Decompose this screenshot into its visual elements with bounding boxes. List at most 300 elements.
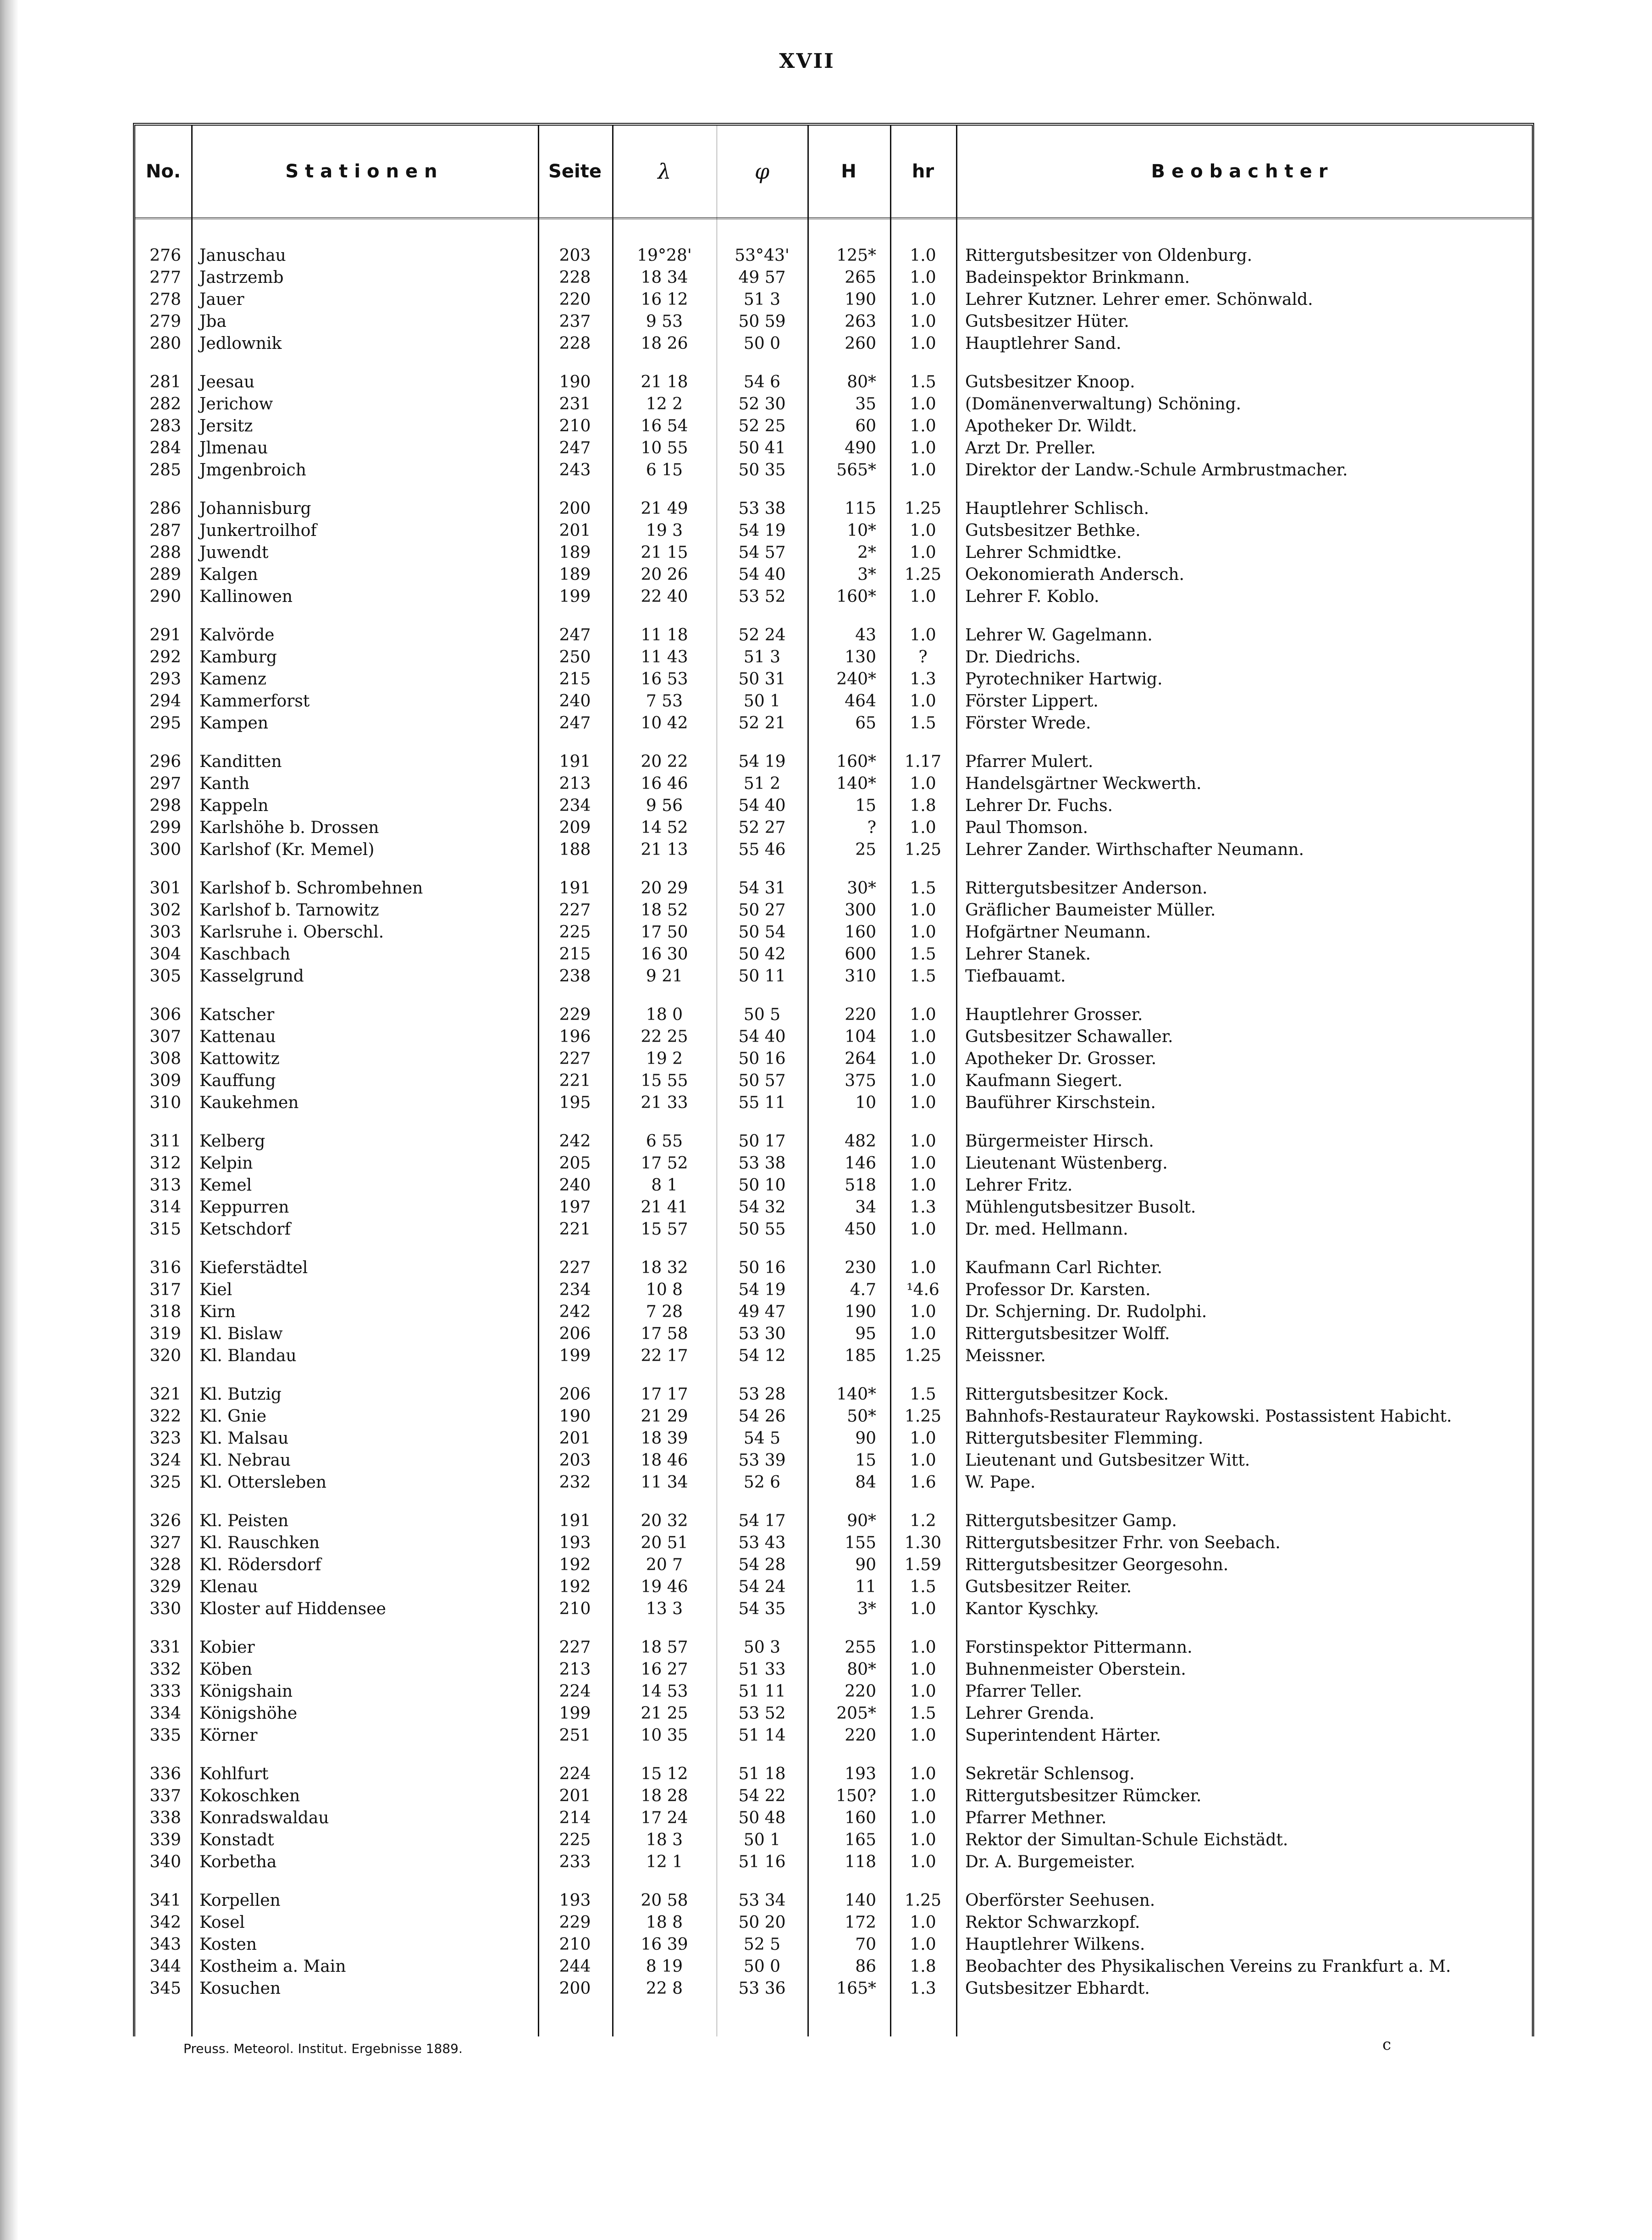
cell-name-text: Karlshof b. Tarnowitz (199, 901, 379, 920)
cell-obs (965, 1323, 1529, 1345)
cell-hr (890, 668, 956, 690)
cell-name (199, 1092, 530, 1114)
cell-lam (612, 1004, 717, 1026)
cell-phi-text: 53 36 (738, 1979, 786, 1998)
cell-obs (965, 1681, 1529, 1703)
cell-no (135, 773, 181, 795)
cell-no (135, 586, 181, 608)
cell-hr (890, 1659, 956, 1681)
cell-name-text: Kamburg (199, 648, 277, 667)
cell-obs (965, 542, 1529, 564)
cell-hr-text: 1.3 (910, 1979, 936, 1998)
cell-lam (612, 1197, 717, 1219)
cell-phi-text: 54 19 (738, 521, 786, 540)
cell-h (807, 586, 890, 608)
cell-h-text: 35 (855, 395, 876, 414)
cell-h-text: 2* (857, 543, 876, 562)
cell-lam (612, 371, 717, 393)
cell-no (135, 415, 181, 437)
cell-obs-text: Dr. med. Hellmann. (965, 1220, 1128, 1239)
table-row (135, 795, 1532, 817)
cell-obs (965, 1257, 1529, 1279)
cell-phi (717, 1197, 807, 1219)
cell-hr-text: 1.5 (910, 1578, 936, 1596)
cell-obs-text: Rittergutsbesitzer Gamp. (965, 1512, 1177, 1530)
cell-name-text: Kosten (199, 1935, 257, 1954)
cell-h (807, 1956, 890, 1978)
cell-seite-text: 229 (559, 1005, 591, 1024)
cell-lam (612, 1301, 717, 1323)
cell-hr (890, 586, 956, 608)
cell-no-text: 332 (149, 1660, 181, 1679)
cell-phi-text: 52 5 (743, 1935, 781, 1954)
header-hr: hr (912, 161, 934, 182)
cell-hr (890, 1703, 956, 1725)
cell-phi-text: 52 6 (743, 1473, 781, 1492)
table-row (135, 1763, 1532, 1785)
cell-no-text: 299 (149, 818, 181, 837)
cell-no-text: 287 (149, 521, 181, 540)
cell-name (199, 1197, 530, 1219)
cell-seite (538, 311, 612, 333)
cell-lam-text: 13 3 (646, 1600, 683, 1618)
cell-hr-text: 1.25 (904, 565, 942, 584)
cell-name-text: Johannisburg (199, 499, 311, 518)
cell-name (199, 646, 530, 668)
cell-phi (717, 1532, 807, 1554)
cell-no (135, 1554, 181, 1576)
cell-lam-text: 18 34 (641, 268, 688, 287)
cell-seite-text: 205 (559, 1154, 591, 1173)
cell-phi-text: 53 30 (738, 1324, 786, 1343)
cell-name-text: Kl. Rauschken (199, 1534, 320, 1552)
table-row (135, 1532, 1532, 1554)
cell-phi-text: 54 19 (738, 752, 786, 771)
cell-no-text: 310 (149, 1093, 181, 1112)
cell-h (807, 564, 890, 586)
cell-no-text: 285 (149, 461, 181, 480)
cell-lam (612, 1510, 717, 1532)
cell-lam (612, 520, 717, 542)
cell-lam (612, 795, 717, 817)
table-row (135, 1301, 1532, 1323)
cell-no (135, 1323, 181, 1345)
cell-hr-text: 1.0 (910, 1913, 936, 1932)
cell-phi (717, 1092, 807, 1114)
cell-lam (612, 415, 717, 437)
cell-h-text: 34 (855, 1198, 876, 1217)
cell-seite (538, 690, 612, 712)
cell-h (807, 1637, 890, 1659)
cell-phi-text: 54 19 (738, 1280, 786, 1299)
table-row (135, 817, 1532, 839)
cell-lam (612, 773, 717, 795)
cell-seite-text: 232 (559, 1473, 591, 1492)
cell-hr (890, 646, 956, 668)
cell-phi-text: 54 6 (743, 373, 781, 392)
cell-name (199, 1785, 530, 1807)
cell-obs (965, 1070, 1529, 1092)
cell-lam (612, 751, 717, 773)
cell-obs-text: Gutsbesitzer Schawaller. (965, 1027, 1173, 1046)
cell-lam-text: 18 0 (646, 1005, 683, 1024)
cell-seite (538, 393, 612, 415)
cell-seite (538, 1450, 612, 1472)
cell-hr-text: 1.0 (910, 417, 936, 436)
cell-seite-text: 229 (559, 1913, 591, 1932)
cell-obs (965, 1406, 1529, 1428)
cell-h (807, 624, 890, 646)
cell-no-text: 323 (149, 1429, 181, 1448)
cell-lam (612, 393, 717, 415)
cell-obs-text: Rektor Schwarzkopf. (965, 1913, 1140, 1932)
cell-phi (717, 1450, 807, 1472)
cell-obs (965, 1197, 1529, 1219)
cell-lam-text: 16 54 (641, 417, 688, 436)
cell-name-text: Jerichow (199, 395, 273, 414)
cell-h-text: 50* (847, 1407, 876, 1426)
cell-no (135, 437, 181, 459)
cell-seite-text: 238 (559, 967, 591, 986)
cell-phi-text: 50 55 (738, 1220, 786, 1239)
cell-obs-text: Beobachter des Physikalischen Vereins zu Frankfurt a. M. (965, 1957, 1451, 1976)
cell-lam-text: 20 22 (641, 752, 688, 771)
cell-seite-text: 197 (559, 1198, 591, 1217)
cell-phi-text: 51 3 (743, 648, 781, 667)
cell-no (135, 795, 181, 817)
cell-name (199, 1070, 530, 1092)
cell-phi (717, 1725, 807, 1747)
cell-name-text: Kalvörde (199, 626, 275, 645)
table-row (135, 289, 1532, 311)
cell-seite (538, 1153, 612, 1175)
cell-name-text: Januschau (199, 246, 286, 265)
cell-seite (538, 1197, 612, 1219)
cell-name (199, 712, 530, 734)
cell-obs (965, 1301, 1529, 1323)
cell-no-text: 326 (149, 1512, 181, 1530)
cell-h (807, 1301, 890, 1323)
row-group (135, 1890, 1532, 2016)
cell-phi (717, 586, 807, 608)
cell-phi (717, 773, 807, 795)
cell-seite (538, 1406, 612, 1428)
cell-no (135, 899, 181, 921)
table-row (135, 712, 1532, 734)
cell-no-text: 315 (149, 1220, 181, 1239)
cell-obs-text: Gutsbesitzer Knoop. (965, 373, 1135, 392)
cell-hr (890, 393, 956, 415)
cell-name (199, 1472, 530, 1494)
cell-hr (890, 1576, 956, 1598)
cell-no (135, 459, 181, 481)
cell-seite-text: 227 (559, 901, 591, 920)
header-beobachter: Beobachter (1151, 161, 1334, 182)
cell-lam-text: 18 3 (646, 1831, 683, 1849)
cell-no-text: 321 (149, 1385, 181, 1404)
cell-phi-text: 53 38 (738, 499, 786, 518)
cell-phi (717, 668, 807, 690)
cell-phi (717, 1681, 807, 1703)
cell-lam-text: 19 2 (646, 1049, 683, 1068)
cell-h (807, 1219, 890, 1241)
cell-h-text: 10* (847, 521, 876, 540)
cell-lam-text: 20 32 (641, 1512, 688, 1530)
cell-phi (717, 1384, 807, 1406)
cell-name-text: Kampen (199, 714, 269, 733)
cell-name (199, 1703, 530, 1725)
cell-name (199, 1026, 530, 1048)
cell-name-text: Königshain (199, 1682, 293, 1701)
cell-name (199, 1934, 530, 1956)
cell-lam-text: 16 27 (641, 1660, 688, 1679)
cell-seite-text: 191 (559, 1512, 591, 1530)
cell-no-text: 324 (149, 1451, 181, 1470)
cell-h (807, 1004, 890, 1026)
cell-obs-text: Oberförster Seehusen. (965, 1891, 1155, 1910)
table-row (135, 1026, 1532, 1048)
table-row (135, 899, 1532, 921)
table-row (135, 415, 1532, 437)
cell-seite-text: 250 (559, 648, 591, 667)
cell-lam-text: 22 40 (641, 587, 688, 606)
table-row (135, 1978, 1532, 2000)
cell-hr (890, 1384, 956, 1406)
cell-obs (965, 1510, 1529, 1532)
cell-h-text: 10 (855, 1093, 876, 1112)
cell-phi-text: 51 14 (738, 1726, 786, 1745)
cell-seite (538, 1956, 612, 1978)
cell-hr (890, 1153, 956, 1175)
cell-h-text: 30* (847, 879, 876, 898)
cell-lam (612, 1048, 717, 1070)
cell-h (807, 1934, 890, 1956)
cell-name-text: Korbetha (199, 1853, 277, 1871)
cell-lam (612, 1851, 717, 1873)
table-row (135, 751, 1532, 773)
cell-no-text: 313 (149, 1176, 181, 1195)
cell-lam (612, 1384, 717, 1406)
cell-lam-text: 17 24 (641, 1809, 688, 1827)
cell-h (807, 966, 890, 988)
cell-hr-text: 1.0 (910, 1176, 936, 1195)
cell-phi-text: 53 39 (738, 1451, 786, 1470)
table-row (135, 311, 1532, 333)
cell-seite (538, 899, 612, 921)
cell-phi-text: 55 11 (738, 1093, 786, 1112)
cell-name-text: Kamenz (199, 670, 266, 689)
cell-hr (890, 817, 956, 839)
cell-h (807, 1510, 890, 1532)
cell-phi-text: 54 57 (738, 543, 786, 562)
cell-h-text: 80* (847, 373, 876, 392)
cell-phi (717, 1978, 807, 2000)
cell-seite-text: 224 (559, 1682, 591, 1701)
cell-h (807, 1428, 890, 1450)
cell-name-text: Keppurren (199, 1198, 289, 1217)
cell-lam-text: 10 8 (646, 1280, 683, 1299)
cell-h (807, 1279, 890, 1301)
cell-h (807, 943, 890, 966)
cell-no-text: 305 (149, 967, 181, 986)
cell-seite (538, 1703, 612, 1725)
cell-no (135, 751, 181, 773)
cell-hr (890, 1934, 956, 1956)
cell-obs (965, 1890, 1529, 1912)
cell-lam-text: 21 15 (641, 543, 688, 562)
cell-hr-text: ¹4.6 (906, 1280, 939, 1299)
cell-hr (890, 267, 956, 289)
cell-h (807, 1851, 890, 1873)
cell-seite (538, 1659, 612, 1681)
cell-phi-text: 54 40 (738, 796, 786, 815)
cell-no-text: 342 (149, 1913, 181, 1932)
cell-name-text: Junkertroilhof (199, 521, 317, 540)
cell-name-text: Kattowitz (199, 1049, 280, 1068)
table-row (135, 1725, 1532, 1747)
cell-seite-text: 215 (559, 945, 591, 964)
cell-name-text: Jauer (199, 290, 244, 309)
cell-h (807, 245, 890, 267)
cell-name (199, 1384, 530, 1406)
table-row (135, 542, 1532, 564)
cell-hr-text: 1.0 (910, 268, 936, 287)
cell-seite-text: 210 (559, 1935, 591, 1954)
cell-hr (890, 1912, 956, 1934)
cell-obs (965, 839, 1529, 861)
cell-name-text: Katscher (199, 1005, 275, 1024)
cell-no (135, 624, 181, 646)
cell-no (135, 1131, 181, 1153)
cell-obs-text: Dr. A. Burgemeister. (965, 1853, 1135, 1871)
cell-obs-text: Buhnenmeister Oberstein. (965, 1660, 1186, 1679)
row-group (135, 1384, 1532, 1510)
cell-obs (965, 371, 1529, 393)
cell-obs-text: Rektor der Simultan-Schule Eichstädt. (965, 1831, 1288, 1849)
cell-no-text: 289 (149, 565, 181, 584)
cell-hr-text: 1.0 (910, 1726, 936, 1745)
cell-seite-text: 224 (559, 1765, 591, 1783)
cell-seite-text: 213 (559, 1660, 591, 1679)
cell-lam-text: 20 7 (646, 1556, 683, 1574)
cell-no (135, 1301, 181, 1323)
cell-no (135, 1004, 181, 1026)
cell-hr-text: 1.0 (910, 587, 936, 606)
cell-phi-text: 52 27 (738, 818, 786, 837)
cell-phi-text: 50 59 (738, 312, 786, 331)
cell-hr-text: 1.0 (910, 923, 936, 942)
cell-h (807, 1323, 890, 1345)
cell-phi (717, 459, 807, 481)
cell-obs (965, 1725, 1529, 1747)
cell-hr (890, 773, 956, 795)
cell-hr (890, 690, 956, 712)
cell-h (807, 1807, 890, 1829)
cell-no (135, 1978, 181, 2000)
cell-obs (965, 498, 1529, 520)
table-row (135, 1345, 1532, 1367)
cell-hr-text: 1.25 (904, 499, 942, 518)
cell-seite-text: 247 (559, 714, 591, 733)
cell-obs-text: Tiefbauamt. (965, 967, 1066, 986)
cell-hr (890, 921, 956, 943)
table-row (135, 1384, 1532, 1406)
cell-obs (965, 1026, 1529, 1048)
cell-obs-text: Handelsgärtner Weckwerth. (965, 774, 1202, 793)
cell-name (199, 1345, 530, 1367)
cell-phi-text: 54 40 (738, 565, 786, 584)
cell-phi-text: 54 26 (738, 1407, 786, 1426)
cell-obs-text: Rittergutsbesiter Flemming. (965, 1429, 1204, 1448)
cell-lam (612, 624, 717, 646)
cell-name (199, 795, 530, 817)
cell-no (135, 1637, 181, 1659)
cell-h (807, 542, 890, 564)
cell-no-text: 292 (149, 648, 181, 667)
cell-phi (717, 415, 807, 437)
cell-seite (538, 1257, 612, 1279)
cell-seite-text: 240 (559, 1176, 591, 1195)
cell-name-text: Kl. Blandau (199, 1346, 297, 1365)
cell-name-text: Jlmenau (199, 439, 268, 458)
cell-h-text: 310 (845, 967, 876, 986)
cell-seite-text: 203 (559, 246, 591, 265)
cell-lam (612, 1785, 717, 1807)
cell-hr-text: 1.0 (910, 1682, 936, 1701)
cell-obs (965, 1472, 1529, 1494)
cell-obs (965, 1637, 1529, 1659)
cell-lam-text: 7 28 (646, 1302, 683, 1321)
table-row (135, 267, 1532, 289)
cell-hr-text: 1.0 (910, 1005, 936, 1024)
cell-h-text: 160* (836, 752, 876, 771)
cell-lam-text: 16 53 (641, 670, 688, 689)
cell-lam-text: 18 8 (646, 1913, 683, 1932)
cell-name-text: Jedlownik (199, 334, 282, 353)
cell-h (807, 1554, 890, 1576)
cell-name (199, 542, 530, 564)
cell-no (135, 1026, 181, 1048)
cell-name-text: Kaschbach (199, 945, 291, 964)
table-row (135, 1092, 1532, 1114)
cell-lam (612, 1703, 717, 1725)
cell-name (199, 839, 530, 861)
cell-lam (612, 586, 717, 608)
cell-h (807, 520, 890, 542)
cell-phi-text: 51 33 (738, 1660, 786, 1679)
cell-obs-text: Gutsbesitzer Ebhardt. (965, 1979, 1150, 1998)
cell-obs-text: Gutsbesitzer Reiter. (965, 1578, 1132, 1596)
cell-h (807, 1532, 890, 1554)
cell-seite (538, 712, 612, 734)
cell-seite (538, 1763, 612, 1785)
cell-h (807, 751, 890, 773)
cell-no-text: 338 (149, 1809, 181, 1827)
cell-seite-text: 240 (559, 692, 591, 711)
table-row (135, 371, 1532, 393)
cell-lam (612, 1598, 717, 1620)
cell-h-text: 600 (845, 945, 876, 964)
cell-hr-text: 1.0 (910, 1935, 936, 1954)
cell-hr-text: 1.0 (910, 1765, 936, 1783)
cell-no-text: 301 (149, 879, 181, 898)
cell-name (199, 1301, 530, 1323)
cell-h-text: 90* (847, 1512, 876, 1530)
cell-hr (890, 1637, 956, 1659)
cell-phi-text: 51 2 (743, 774, 781, 793)
signature-mark: c (1382, 2036, 1392, 2054)
cell-hr (890, 1807, 956, 1829)
